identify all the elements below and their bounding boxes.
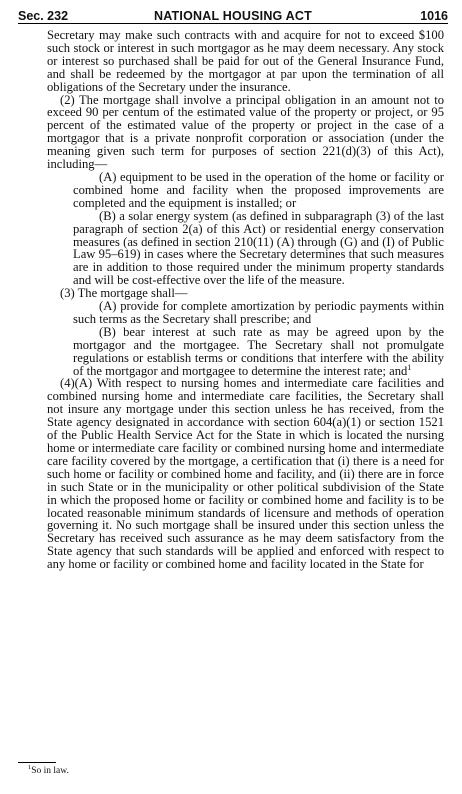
- running-header: [18, 6, 448, 24]
- header-rule: [18, 23, 448, 24]
- footnote-text: So in law.: [31, 766, 69, 776]
- subparagraph-2-a: (A) equipment to be used in the operation of the home or facility or combined home and facility when the proposed improvements are completed and the equipment is installed; or: [73, 169, 444, 210]
- subparagraph-3-b-text: (B) bear interest at such rate as may be agreed upon by the mortgagor and the mortgagee. The Secretary shall not promulgate regulations or establish terms or conditions that interfere with the ability of the mortgagor and mortgagee to determine the interest rate; and: [73, 324, 444, 378]
- page-number: 1016: [420, 9, 448, 23]
- paragraph-3-subparagraphs: [47, 300, 444, 377]
- section-number: Sec. 232: [18, 9, 69, 23]
- subparagraph-3-a: (A) provide for complete amortization by periodic payments within such terms as the Secretary shall prescribe; and: [73, 299, 444, 326]
- subparagraph-3-b: [73, 326, 444, 378]
- footnote: [28, 763, 69, 776]
- footnote-mark: 1: [28, 763, 32, 771]
- paragraph-continuation: Secretary may make such contracts with and acquire for not to exceed $100 such stock or interest in such mortgagor as he may deem necessary. Any stock or interest so purchased shall be paid for out of the General Insurance Fund, and shall be redeemed by the mortgagor at par upon the termination of all obligations of the Secretary under the insurance.: [47, 28, 444, 94]
- paragraph-4: (4)(A) With respect to nursing homes and intermediate care facilities and combined nursing home and intermediate care facilities, the Secretary shall not insure any mortgage under this section unless he has received, from the State agency designated in accordance with section 604(a)(1) or section 1521 of the Public Health Service Act for the State in which is located the nursing home or intermediate care facility or combined nursing home and intermediate care facility covered by the mortgage, a certification that (i) there is a need for such home or facility or combined home and facility, and (ii) there are in force in such State or in the municipality or other political subdivision of the State in which the proposed home or facility or combined home and facility is to be located reasonable minimum standards of licensure and methods of operation governing it. No such mortgage shall be insured under this section unless the Secretary has received such assurance as he may deem satisfactory from the State agency that such standards will be applied and enforced with respect to any home or facility or combined home and facility located in the State for: [47, 376, 444, 572]
- act-title: NATIONAL HOUSING ACT: [154, 9, 312, 23]
- subparagraph-2-b: (B) a solar energy system (as defined in subparagraph (3) of the last paragraph of section 2(a) of this Act) or residential energy conservation measures (as defined in section 210(11) (A) through (G) and (I) of Public Law 95–619) in cases where the Secretary determines that such measures are in addition to those required under the minimum property standards and will be cost-effective over the life of the measure.: [73, 208, 444, 288]
- footnote-rule: [18, 762, 56, 763]
- paragraph-2: (2) The mortgage shall involve a principal obligation in an amount not to exceed 90 per centum of the estimated value of the property or project, or 95 percent of the estimated value of the property or project in the case of a mortgagor that is a private nonprofit corporation or association (under the meaning given such term for purposes of section 221(d)(3) of this Act), including—: [47, 92, 444, 172]
- paragraph-2-subparagraphs: [47, 171, 444, 287]
- paragraph-3: (3) The mortgage shall—: [60, 286, 188, 301]
- statute-text: [47, 29, 444, 571]
- footnote-reference: 1: [407, 362, 412, 372]
